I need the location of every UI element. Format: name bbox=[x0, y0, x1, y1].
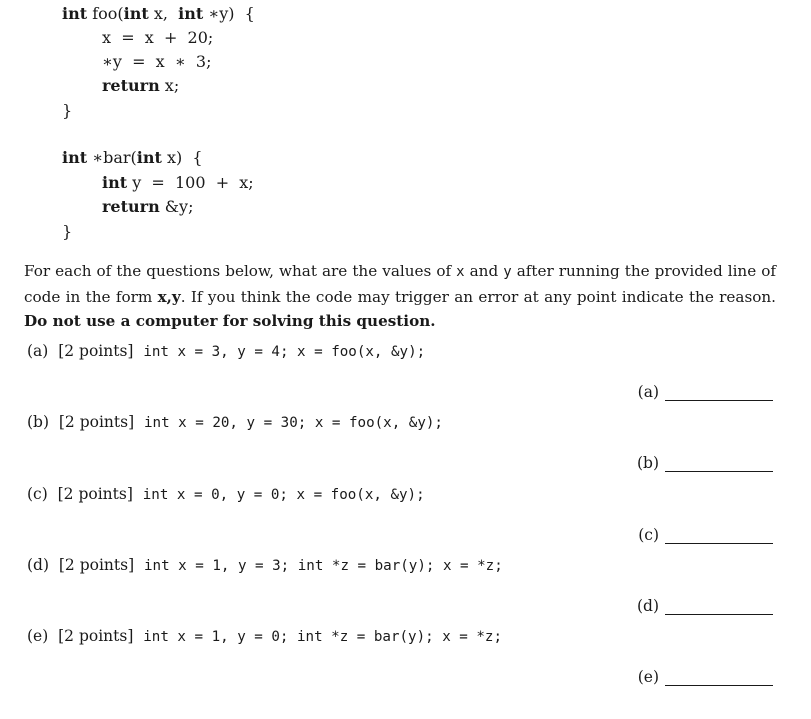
answer-c-blank[interactable] bbox=[665, 529, 773, 544]
instructions-paragraph: For each of the questions below, what are the values of x and y after running the provided line of code in the form x,y. If you think the code may trigger an error at any point indicate the reason. Do not use a computer for solving this question. bbox=[24, 262, 777, 330]
answer-b-blank[interactable] bbox=[665, 457, 773, 472]
question-c: (c) [2 points] int x = 0, y = 0; x = foo(x, &y); bbox=[27, 485, 425, 503]
answer-b: (b) bbox=[637, 454, 773, 472]
foo-return: return x; bbox=[102, 76, 180, 95]
answer-d: (d) bbox=[637, 597, 773, 615]
foo-line-1: x = x + 20; bbox=[102, 28, 214, 47]
answer-c: (c) bbox=[638, 526, 773, 544]
foo-line-2: ∗y = x ∗ 3; bbox=[102, 52, 212, 71]
answer-d-blank[interactable] bbox=[665, 600, 773, 615]
bar-line-1: int y = 100 + x; bbox=[102, 173, 254, 192]
answer-a: (a) bbox=[638, 383, 773, 401]
question-e: (e) [2 points] int x = 1, y = 0; int *z = bar(y); x = *z; bbox=[27, 627, 502, 645]
question-a: (a) [2 points] int x = 3, y = 4; x = foo(x, &y); bbox=[27, 342, 426, 360]
foo-close-brace: } bbox=[62, 101, 73, 120]
answer-e: (e) bbox=[638, 668, 773, 686]
answer-e-blank[interactable] bbox=[665, 671, 773, 686]
bar-return: return &y; bbox=[102, 197, 194, 216]
question-d: (d) [2 points] int x = 1, y = 3; int *z = bar(y); x = *z; bbox=[27, 556, 503, 574]
answer-a-blank[interactable] bbox=[665, 386, 773, 401]
foo-signature: int foo(int x, int ∗y) { bbox=[62, 4, 255, 23]
bar-signature: int ∗bar(int x) { bbox=[62, 148, 203, 167]
question-b: (b) [2 points] int x = 20, y = 30; x = foo(x, &y); bbox=[27, 413, 443, 431]
bar-close-brace: } bbox=[62, 222, 73, 241]
